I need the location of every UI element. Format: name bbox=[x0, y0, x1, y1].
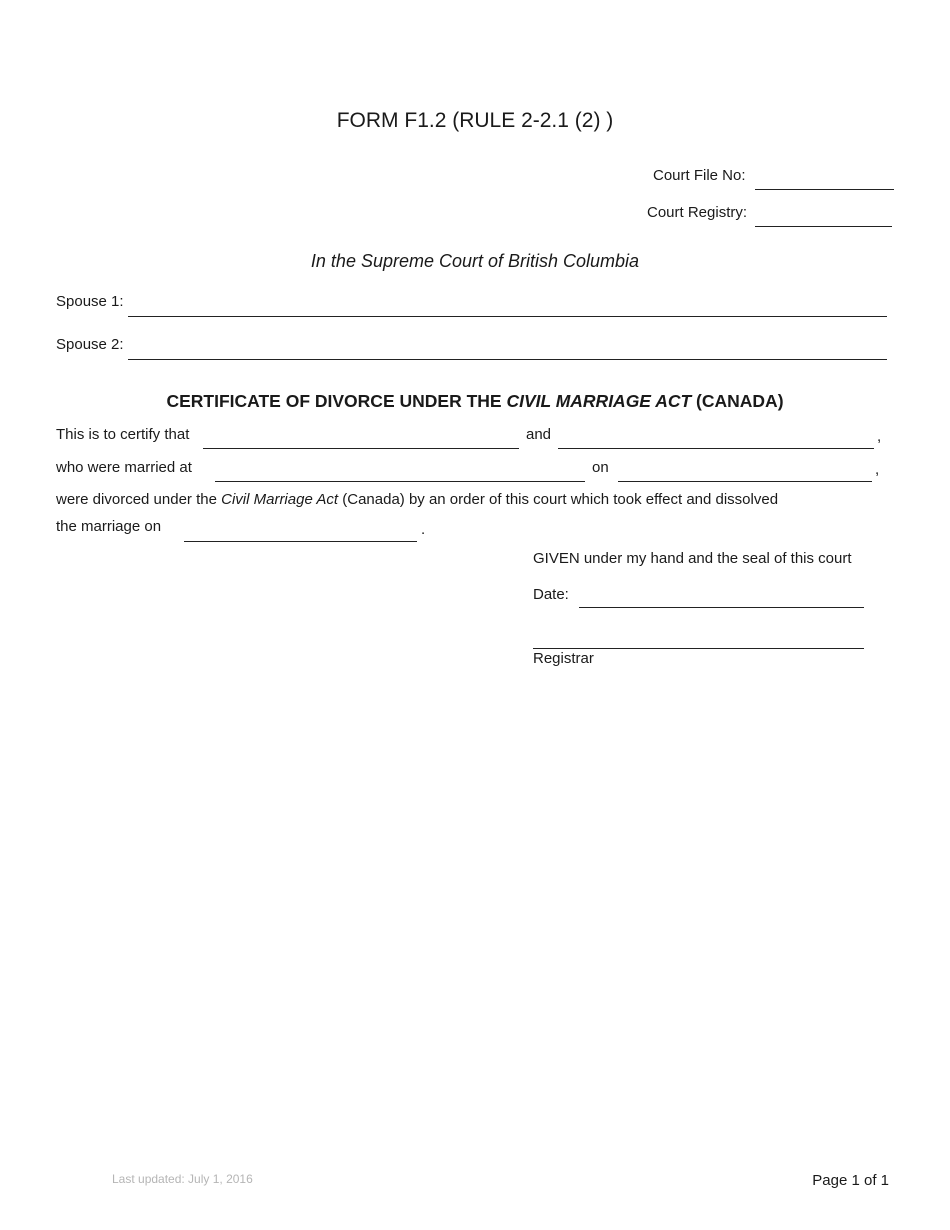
married-place-field[interactable] bbox=[215, 481, 585, 482]
certificate-heading bbox=[0, 391, 950, 412]
spouse-1-label: Spouse 1: bbox=[56, 293, 124, 310]
court-registry-label: Court Registry: bbox=[647, 204, 748, 221]
spouse-1-field[interactable] bbox=[128, 316, 887, 317]
certificate-heading-prefix: CERTIFICATE OF DIVORCE UNDER THE bbox=[166, 391, 507, 411]
certificate-heading-act: CIVIL MARRIAGE ACT bbox=[506, 391, 692, 411]
certify-person-2-field[interactable] bbox=[558, 448, 874, 449]
divorced-suffix: (Canada) by an order of this court which took effect and dissolved bbox=[338, 491, 779, 508]
court-file-no-field[interactable] bbox=[755, 189, 894, 190]
divorced-act: Civil Marriage Act bbox=[221, 491, 339, 508]
certify-person-1-field[interactable] bbox=[203, 448, 519, 449]
married-at-label: who were married at bbox=[56, 459, 192, 476]
registrar-label: Registrar bbox=[533, 650, 594, 667]
marriage-on-label: the marriage on bbox=[56, 518, 162, 535]
court-title: In the Supreme Court of British Columbia bbox=[310, 251, 640, 271]
married-date-field[interactable] bbox=[618, 481, 872, 482]
on-label: on bbox=[592, 459, 609, 476]
period: . bbox=[421, 521, 426, 538]
form-title: FORM F1.2 (RULE 2-2.1 (2) ) bbox=[336, 109, 614, 132]
signature-date-field[interactable] bbox=[579, 607, 864, 608]
spouse-2-field[interactable] bbox=[128, 359, 887, 360]
last-updated: Last updated: July 1, 2016 bbox=[112, 1172, 253, 1186]
registrar-signature-line[interactable] bbox=[533, 648, 864, 649]
comma-1: , bbox=[877, 428, 882, 445]
and-label: and bbox=[526, 426, 552, 443]
page-number: Page 1 of 1 bbox=[812, 1172, 889, 1189]
spouse-2-label: Spouse 2: bbox=[56, 336, 124, 353]
divorced-sentence bbox=[56, 491, 778, 509]
certificate-heading-suffix: (CANADA) bbox=[691, 391, 784, 411]
comma-2: , bbox=[875, 461, 880, 478]
certify-label: This is to certify that bbox=[56, 426, 190, 443]
given-text: GIVEN under my hand and the seal of this court bbox=[533, 550, 852, 567]
date-label: Date: bbox=[533, 586, 569, 603]
divorced-prefix: were divorced under the bbox=[56, 491, 222, 508]
court-registry-field[interactable] bbox=[755, 226, 892, 227]
court-file-no-label: Court File No: bbox=[653, 167, 746, 184]
dissolved-date-field[interactable] bbox=[184, 541, 417, 542]
